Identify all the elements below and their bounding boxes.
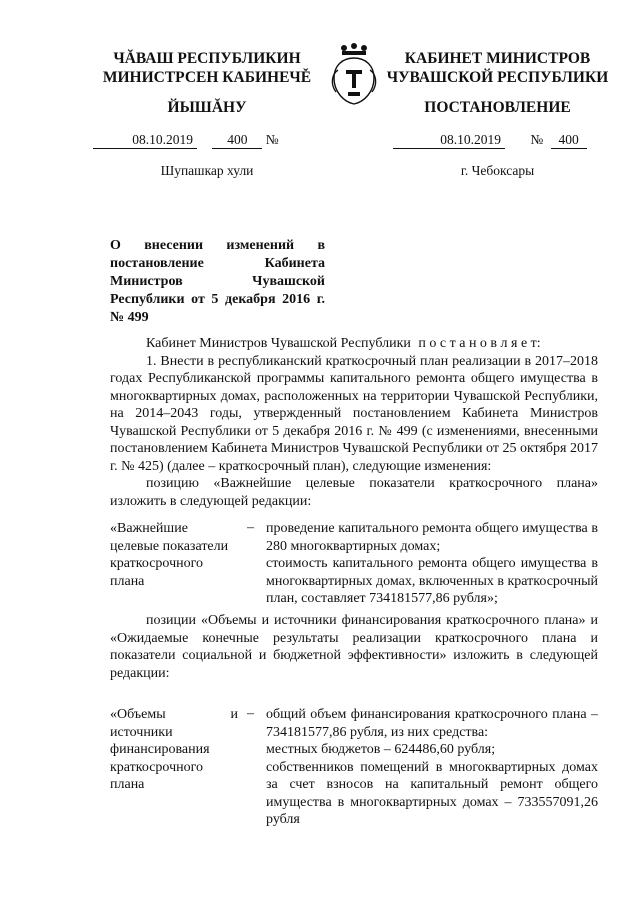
table1-dash: – <box>247 520 254 535</box>
table1-right-2: стоимость капитального ремонта общего имущества в многоквартирных домах, включенных в краткосрочный план, составляет 734181577,86 рубля»; <box>266 556 598 606</box>
paragraph-3: позиции «Объемы и источники финансирования краткосрочного плана» и «Ожидаемые конечные результаты реализации краткосрочного плана и показатели социальной и бюджетной эффективности» изложить в следующей редакции: <box>110 613 598 681</box>
header-left-doc-type: ЙЫШĂНУ <box>167 99 247 116</box>
table2-right-1: общий объем финансирования краткосрочного плана – 734181577,86 рубля, из них средства: <box>266 707 598 740</box>
right-date: 08.10.2019 <box>393 132 505 149</box>
coat-of-arms-icon <box>324 40 384 106</box>
table2-right-2: местных бюджетов – 624486,60 рубля; <box>266 742 496 757</box>
right-number: 400 <box>551 132 587 149</box>
right-no-sign: № <box>530 132 544 147</box>
left-city: Шупашкар хули <box>160 163 254 178</box>
table2-right <box>266 706 598 829</box>
header-right-line2: ЧУВАШСКОЙ РЕСПУБЛИКИ <box>386 69 609 86</box>
header-right-line1: КАБИНЕТ МИНИСТРОВ <box>404 50 591 67</box>
header-left-line1: ЧĂВАШ РЕСПУБЛИКИН <box>113 50 301 67</box>
table2-right-3: собственников помещений в многоквартирных домах за счет взносов на капитальный ремонт общего имущества в многоквартирных домах – 733557091,26 рубля <box>266 759 598 827</box>
intro-start: Кабинет Министров Чувашской Республики <box>146 336 411 351</box>
table1-right <box>266 520 598 608</box>
intro-paragraph <box>110 335 598 353</box>
document-title: О внесении изменений в постановление Кабинета Министров Чувашской Республики от 5 декабря 2016 г. № 499 <box>110 238 325 325</box>
intro <box>110 335 598 510</box>
table2-left: «Объемы и источники финансирования краткосрочного плана <box>110 707 238 792</box>
left-date-number <box>93 132 313 149</box>
table1-left: «Важнейшие целевые показатели краткосрочного плана <box>110 521 229 589</box>
header-left-org <box>92 49 322 87</box>
header-left-line2: МИНИСТРСЕН КАБИНЕЧĚ <box>102 69 312 86</box>
paragraph-2: позицию «Важнейшие целевые показатели краткосрочного плана» изложить в следующей редакции: <box>110 476 598 509</box>
header-right-org <box>385 49 610 87</box>
left-no-sign: № <box>265 132 279 147</box>
left-date: 08.10.2019 <box>93 132 197 149</box>
header-right-doc-type: ПОСТАНОВЛЕНИЕ <box>424 99 571 116</box>
right-city: г. Чебоксары <box>460 163 535 178</box>
intro-spaced: п о с т а н о в л я е т: <box>418 336 541 351</box>
table2-dash: – <box>247 706 254 721</box>
right-date-number <box>393 132 608 149</box>
paragraph-3-wrap <box>110 612 598 682</box>
paragraph-1: 1. Внести в республиканский краткосрочный план реализации в 2017–2018 годах Республиканской программы капитального ремонта общего имущества в многоквартирных домах, расположенных на территории Чувашской Республики, на 2014–2043 годы, утвержденный постановлением Кабинета Министров Чувашской Республики от 5 декабря 2016 г. № 499 (с изменениями, внесенными постановлением Кабинета Министров Чувашской Республики от 25 октября 2017 г. № 425) (далее – краткосрочный план), следующие изменения: <box>110 353 598 474</box>
table1-right-1: проведение капитального ремонта общего имущества в 280 многоквартирных домах; <box>266 521 598 554</box>
left-number: 400 <box>212 132 262 149</box>
